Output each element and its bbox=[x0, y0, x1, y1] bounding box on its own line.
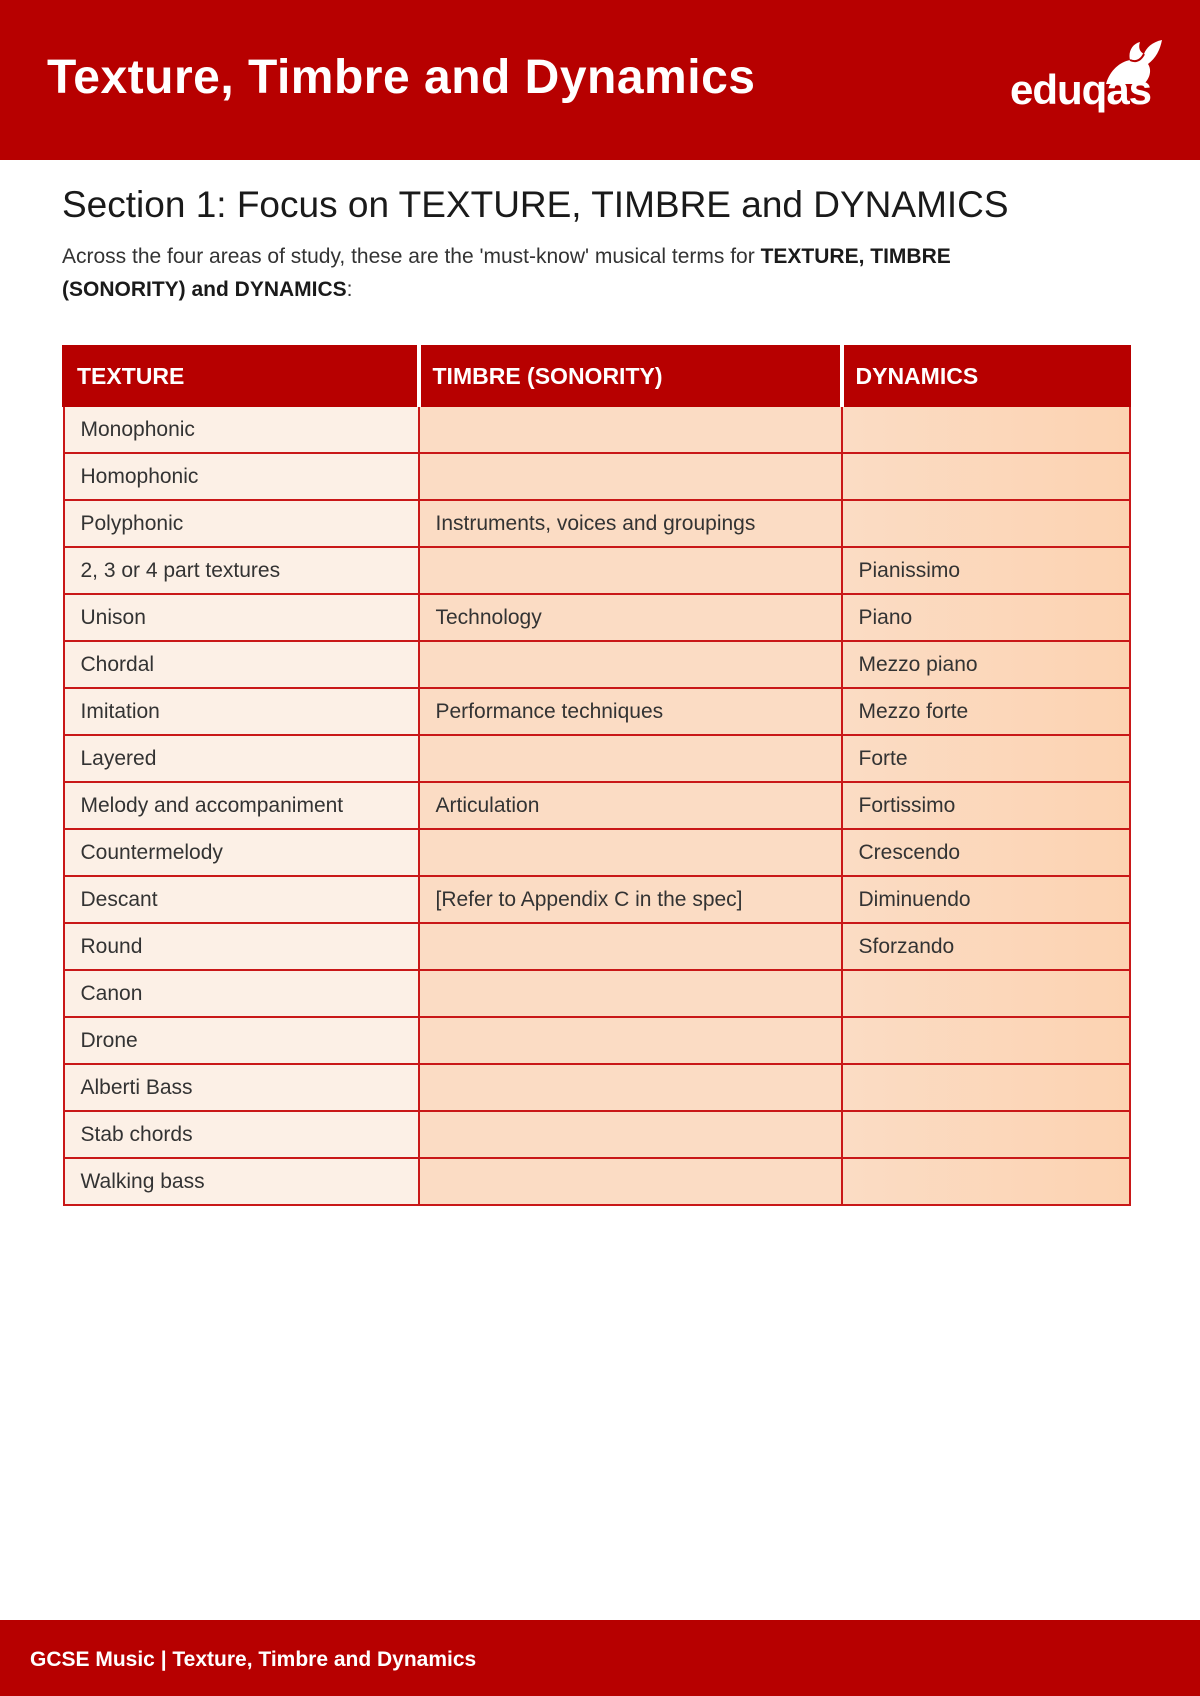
texture-term: Walking bass bbox=[64, 1158, 419, 1205]
timbre-term bbox=[419, 1064, 842, 1111]
texture-term: Imitation bbox=[64, 688, 419, 735]
table-row bbox=[64, 594, 1130, 641]
dynamics-term: Mezzo forte bbox=[842, 688, 1130, 735]
dynamics-term bbox=[842, 1064, 1130, 1111]
intro-bold-terms: TEXTURE, TIMBRE (SONORITY) and DYNAMICS bbox=[62, 245, 951, 301]
footer-text: GCSE Music | Texture, Timbre and Dynamics bbox=[30, 1648, 477, 1671]
dynamics-term: Mezzo piano bbox=[842, 641, 1130, 688]
dynamics-term: Diminuendo bbox=[842, 876, 1130, 923]
table-row bbox=[64, 1111, 1130, 1158]
timbre-term bbox=[419, 406, 842, 454]
intro-suffix: : bbox=[346, 278, 353, 301]
table-row bbox=[64, 641, 1130, 688]
dynamics-term: Pianissimo bbox=[842, 547, 1130, 594]
timbre-term bbox=[419, 970, 842, 1017]
table-row bbox=[64, 500, 1130, 547]
dynamics-term: Fortissimo bbox=[842, 782, 1130, 829]
page-footer bbox=[0, 1620, 1200, 1696]
dynamics-term bbox=[842, 500, 1130, 547]
timbre-term bbox=[419, 1158, 842, 1205]
texture-term: Round bbox=[64, 923, 419, 970]
texture-term: Layered bbox=[64, 735, 419, 782]
texture-term: Unison bbox=[64, 594, 419, 641]
timbre-term: Instruments, voices and groupings bbox=[419, 500, 842, 547]
texture-term: Drone bbox=[64, 1017, 419, 1064]
table-row bbox=[64, 782, 1130, 829]
table-row bbox=[64, 1064, 1130, 1111]
dynamics-term bbox=[842, 1158, 1130, 1205]
dynamics-term: Crescendo bbox=[842, 829, 1130, 876]
dynamics-term bbox=[842, 453, 1130, 500]
intro-text: Across the four areas of study, these are the 'must-know' musical terms for bbox=[62, 245, 761, 268]
texture-term: Chordal bbox=[64, 641, 419, 688]
logo-wordmark: eduqas bbox=[1010, 66, 1152, 113]
table-row bbox=[64, 547, 1130, 594]
musical-terms-table bbox=[62, 345, 1131, 1206]
texture-term: Melody and accompaniment bbox=[64, 782, 419, 829]
texture-term: Countermelody bbox=[64, 829, 419, 876]
timbre-term bbox=[419, 829, 842, 876]
timbre-term bbox=[419, 1111, 842, 1158]
timbre-term: [Refer to Appendix C in the spec] bbox=[419, 876, 842, 923]
header-timbre: TIMBRE (SONORITY) bbox=[419, 347, 842, 406]
table-row bbox=[64, 735, 1130, 782]
timbre-term bbox=[419, 1017, 842, 1064]
timbre-term bbox=[419, 641, 842, 688]
table-row bbox=[64, 1017, 1130, 1064]
section-heading: Section 1: Focus on TEXTURE, TIMBRE and DYNAMICS bbox=[62, 184, 1009, 225]
texture-term: Homophonic bbox=[64, 453, 419, 500]
page-title: Texture, Timbre and Dynamics bbox=[47, 51, 756, 104]
texture-term: Canon bbox=[64, 970, 419, 1017]
texture-term: Stab chords bbox=[64, 1111, 419, 1158]
timbre-term bbox=[419, 923, 842, 970]
timbre-term bbox=[419, 453, 842, 500]
header-texture: TEXTURE bbox=[64, 347, 419, 406]
texture-term: 2, 3 or 4 part textures bbox=[64, 547, 419, 594]
texture-term: Alberti Bass bbox=[64, 1064, 419, 1111]
timbre-term bbox=[419, 735, 842, 782]
table-row bbox=[64, 876, 1130, 923]
dynamics-term: Sforzando bbox=[842, 923, 1130, 970]
dynamics-term bbox=[842, 1017, 1130, 1064]
timbre-term: Technology bbox=[419, 594, 842, 641]
table-row bbox=[64, 1158, 1130, 1205]
timbre-term: Performance techniques bbox=[419, 688, 842, 735]
intro-paragraph bbox=[62, 240, 1042, 306]
texture-term: Polyphonic bbox=[64, 500, 419, 547]
dynamics-term bbox=[842, 1111, 1130, 1158]
table-row bbox=[64, 829, 1130, 876]
table-body bbox=[64, 406, 1130, 1206]
timbre-term: Articulation bbox=[419, 782, 842, 829]
table-row bbox=[64, 970, 1130, 1017]
table-row bbox=[64, 688, 1130, 735]
eduqas-logo bbox=[1010, 40, 1160, 120]
table-row bbox=[64, 406, 1130, 454]
timbre-term bbox=[419, 547, 842, 594]
dynamics-term: Forte bbox=[842, 735, 1130, 782]
page-header bbox=[0, 0, 1200, 160]
dynamics-term: Piano bbox=[842, 594, 1130, 641]
table-row bbox=[64, 453, 1130, 500]
texture-term: Descant bbox=[64, 876, 419, 923]
dynamics-term bbox=[842, 406, 1130, 454]
dynamics-term bbox=[842, 970, 1130, 1017]
texture-term: Monophonic bbox=[64, 406, 419, 454]
table-header-row bbox=[64, 347, 1130, 406]
header-dynamics: DYNAMICS bbox=[842, 347, 1130, 406]
table-row bbox=[64, 923, 1130, 970]
